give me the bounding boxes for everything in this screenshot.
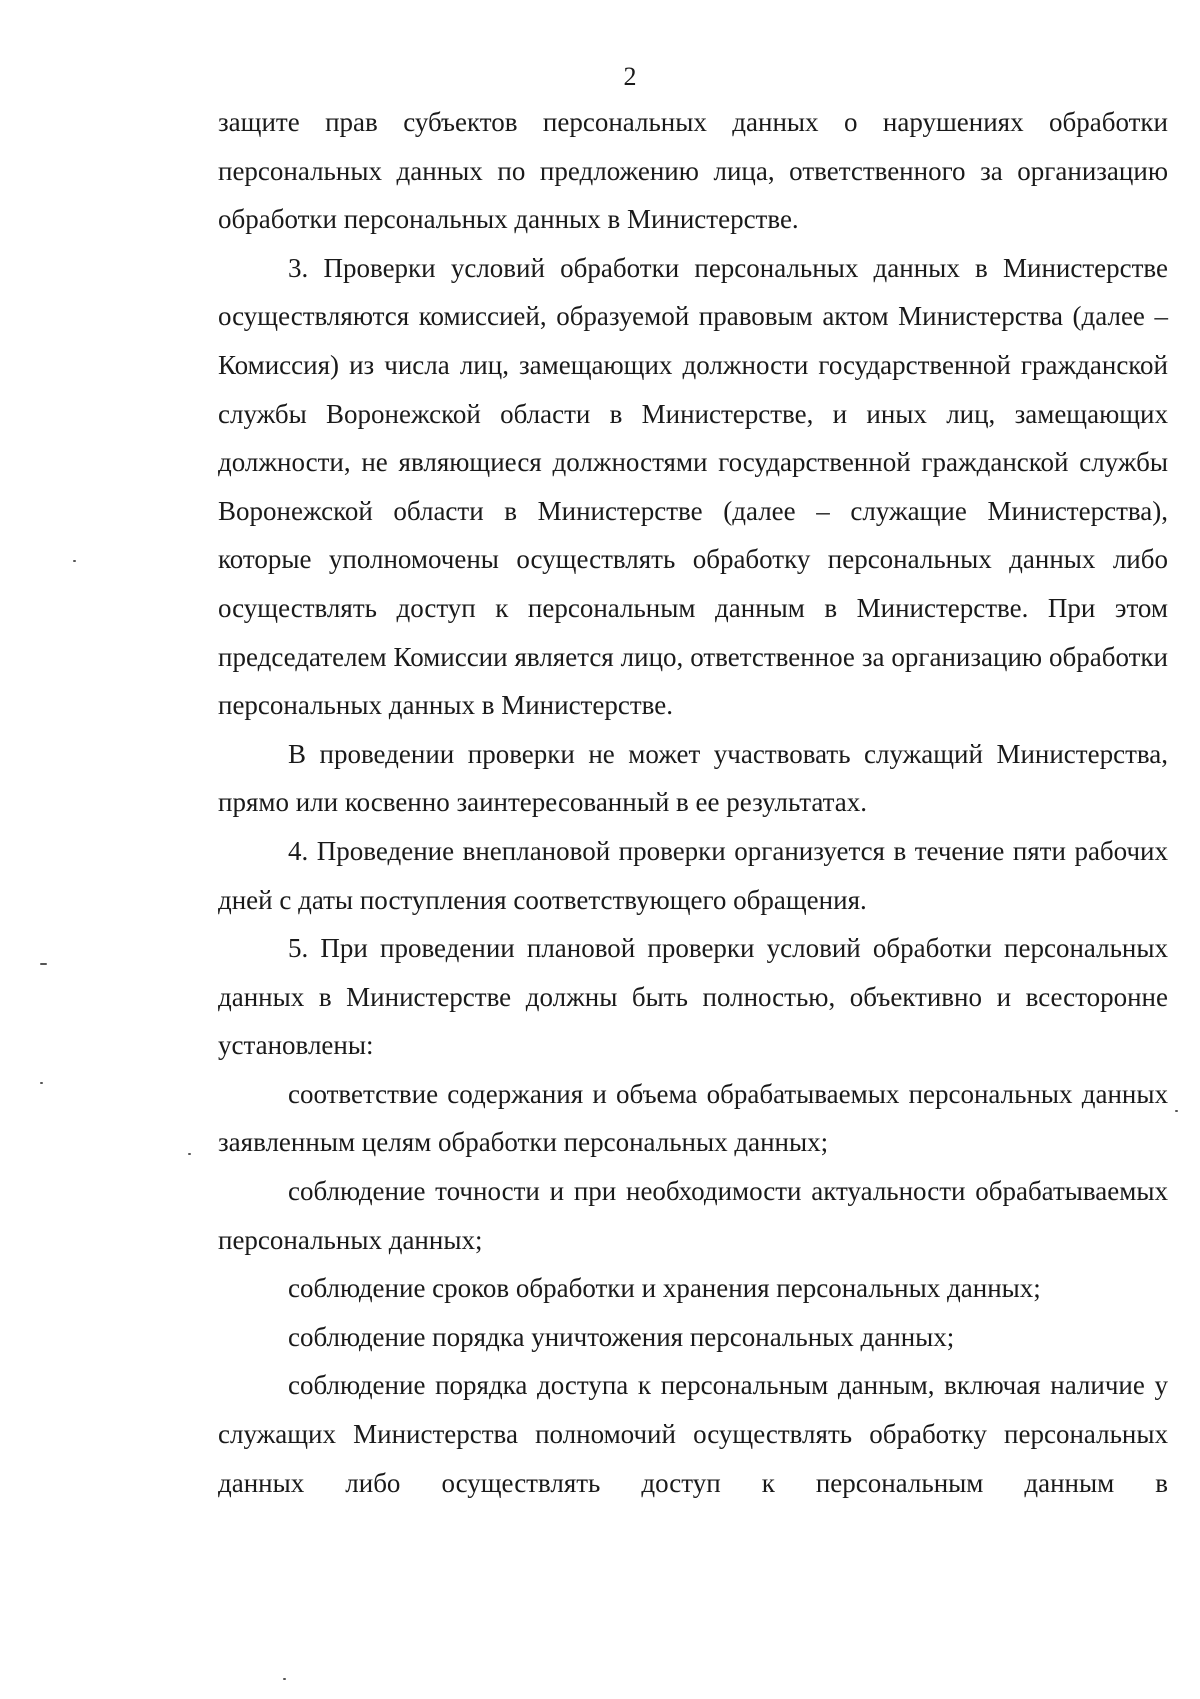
scan-speck [1175,1110,1178,1112]
list-item-accuracy: соблюдение точности и при необходимости актуальности обрабатываемых персональных данных; [218,1176,1168,1255]
list-item-content-conformity: соответствие содержания и объема обрабатываемых персональных данных заявленным целям обработки персональных данных; [218,1078,1168,1158]
scan-speck [40,1082,43,1084]
paragraph-item-4: 4. Проведение внеплановой проверки организуется в течение пяти рабочих дней с даты поступления соответствующего обращения. [218,835,1168,915]
document-body [218,98,1168,1507]
list-item-access-order: соблюдение порядка доступа к персональным данным, включая наличие у служащих Министерства полномочий осуществлять обработку персональных данных либо осуществлять доступ к персональным данным в [218,1370,1168,1498]
page-number: 2 [623,62,637,91]
paragraph-continuation: защите прав субъектов персональных данных о нарушениях обработки персональных данных по предложению лица, ответственного за организацию обработки персональных данных в Министерстве. [218,107,1168,235]
paragraph-conflict-of-interest: В проведении проверки не может участвовать служащий Министерства, прямо или косвенно заинтересованный в ее результатах. [218,738,1168,818]
list-item-destruction-order: соблюдение порядка уничтожения персональных данных; [288,1321,955,1352]
scan-speck [283,1678,286,1680]
scan-speck [40,963,47,965]
scan-speck [188,1153,191,1155]
paragraph-item-3: 3. Проверки условий обработки персональных данных в Министерстве осуществляются комиссией, образуемой правовым актом Министерства (далее – Комиссия) из числа лиц, замещающих должности государственной гражданской службы Воронежской области в Министерстве, и иных лиц, замещающих должности, не являющиеся должностями государственной гражданской службы Воронежской области в Министерстве (далее – служащие Министерства), которые уполномочены осуществлять обработку персональных данных либо осуществлять доступ к персональным данным в Министерстве. При этом председателем Комиссии является лицо, ответственное за организацию обработки персональных данных в Министерстве. [218,252,1168,721]
list-item-retention-terms: соблюдение сроков обработки и хранения персональных данных; [288,1273,1041,1304]
paragraph-item-5: 5. При проведении плановой проверки условий обработки персональных данных в Министерстве должны быть полностью, объективно и всесторонне установлены: [218,933,1168,1061]
scan-speck [73,560,76,562]
